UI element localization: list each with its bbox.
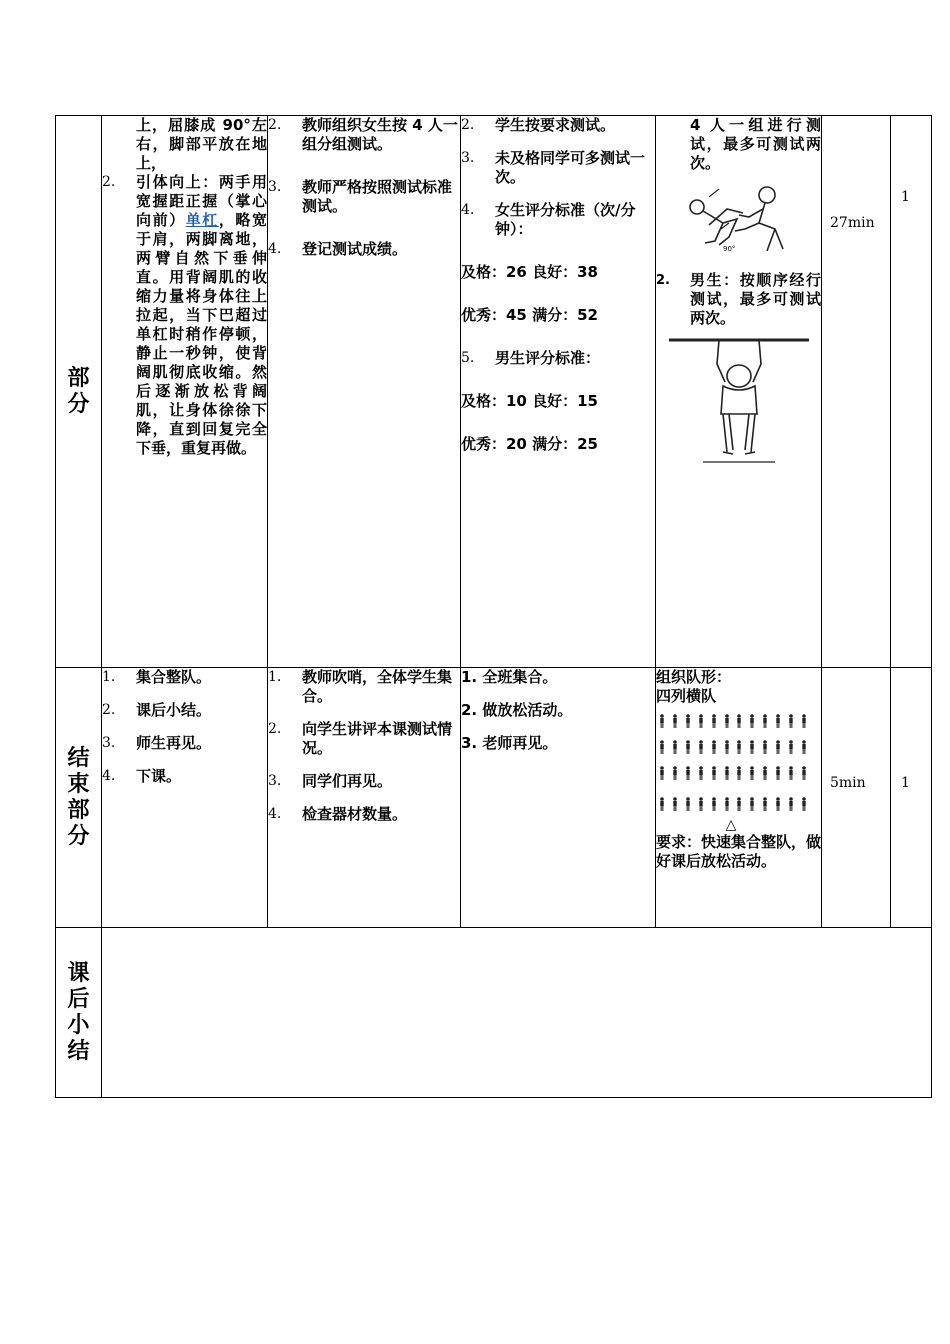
- item-number: 2.: [656, 273, 670, 288]
- student-step: [461, 149, 655, 187]
- item-text: 向学生讲评本课测试情况。: [302, 720, 453, 757]
- item-text: 女生评分标准（次/分钟）：: [495, 201, 636, 238]
- student-step: 3. 老师再见。: [461, 734, 558, 752]
- female-excellent-score: 优秀：45 满分：52: [461, 306, 598, 324]
- item-text: 检查器材数量。: [302, 805, 408, 823]
- item-number: 2.: [461, 117, 475, 133]
- student-figure-icon: [787, 765, 795, 784]
- student-figure-icon: [787, 739, 795, 758]
- end-label: [56, 668, 102, 928]
- part-row: [56, 116, 932, 668]
- student-figure-icon: [723, 739, 731, 758]
- student-figure-icon: [748, 739, 756, 758]
- student-figure-icon: [671, 765, 679, 784]
- student-figure-icon: [761, 796, 769, 815]
- student-figure-icon: [671, 713, 679, 732]
- teacher-step: [268, 772, 460, 791]
- student-figure-icon: [710, 765, 718, 784]
- item-text: 登记测试成绩。: [302, 240, 408, 258]
- item-number: 2.: [268, 721, 282, 737]
- student-step: [461, 201, 655, 239]
- part-content-cell: [102, 116, 268, 668]
- content-item: [102, 734, 267, 753]
- student-figure-icon: [800, 713, 808, 732]
- formation-row: [658, 765, 808, 784]
- item-text: 教师严格按照测试标准测试。: [302, 178, 453, 215]
- end-label-text: [56, 746, 101, 850]
- formation-row: [658, 713, 808, 732]
- student-figure-icon: [684, 739, 692, 758]
- item-text: 男生：按顺序经行测试，最多可测试两次。: [690, 271, 821, 327]
- end-count-cell: [891, 668, 932, 928]
- part-organization-cell: [656, 116, 822, 668]
- student-figure-icon: [697, 765, 705, 784]
- end-row: [56, 668, 932, 928]
- student-figure-icon: [735, 796, 743, 815]
- student-figure-icon: [697, 713, 705, 732]
- student-figure-icon: [658, 765, 666, 784]
- teacher-step: [268, 668, 460, 706]
- item-number: 2.: [268, 117, 282, 133]
- student-figure-icon: [761, 713, 769, 732]
- label-char: 小: [67, 1012, 90, 1038]
- student-figure-icon: [735, 713, 743, 732]
- student-figure-icon: [774, 796, 782, 815]
- student-figure-icon: [748, 765, 756, 784]
- label-char: 分: [67, 391, 90, 417]
- item-text: 男生评分标准：: [495, 349, 601, 367]
- teacher-step: [268, 178, 460, 216]
- student-step: 1. 全班集合。: [461, 668, 558, 686]
- summary-row: [56, 928, 932, 1098]
- label-char: 课: [67, 960, 90, 986]
- label-char: 分: [67, 823, 90, 849]
- item-number: 2.: [102, 702, 116, 718]
- item-text: 集合整队。: [136, 668, 212, 686]
- male-pass-score: 及格：10 良好：15: [461, 392, 598, 410]
- item-text: 下课。: [136, 767, 182, 785]
- pullup-illustration: [667, 334, 811, 466]
- item-number: 1.: [102, 669, 116, 685]
- teacher-step: [268, 240, 460, 259]
- horizontal-bar-link[interactable]: 单杠: [185, 211, 219, 229]
- summary-content-cell[interactable]: [102, 928, 932, 1098]
- student-figure-icon: [748, 796, 756, 815]
- student-figure-icon: [735, 739, 743, 758]
- student-figure-icon: [787, 796, 795, 815]
- end-time-cell: [822, 668, 891, 928]
- label-char: 结: [67, 1038, 90, 1064]
- end-teacher-cell: [268, 668, 461, 928]
- item-number: 3.: [268, 179, 282, 195]
- student-figure-icon: [723, 765, 731, 784]
- student-figure-icon: [671, 739, 679, 758]
- student-figure-icon: [774, 739, 782, 758]
- label-char: 部: [67, 797, 90, 823]
- student-figure-icon: [710, 713, 718, 732]
- student-figure-icon: [774, 765, 782, 784]
- teacher-position-mark: △: [725, 817, 737, 833]
- student-figure-icon: [697, 796, 705, 815]
- content-item: [102, 767, 267, 786]
- student-figure-icon: [697, 739, 705, 758]
- student-figure-icon: [761, 765, 769, 784]
- angle-label: 90°: [722, 245, 735, 253]
- student-figure-icon: [787, 713, 795, 732]
- item-text: 师生再见。: [136, 734, 212, 752]
- male-test-text: [656, 271, 821, 328]
- teacher-step: [268, 805, 460, 824]
- summary-label: [56, 928, 102, 1098]
- end-student-cell: [461, 668, 656, 928]
- item-text: 未及格同学可多测试一次。: [495, 149, 646, 186]
- part-count-cell: [891, 116, 932, 668]
- student-figure-icon: [761, 739, 769, 758]
- label-char: 束: [67, 771, 90, 797]
- formation-row: [658, 739, 808, 758]
- student-figure-icon: [658, 796, 666, 815]
- student-figure-icon: [684, 796, 692, 815]
- student-figure-icon: [684, 765, 692, 784]
- part-time-cell: [822, 116, 891, 668]
- label-char: 后: [67, 986, 90, 1012]
- item-number: 4.: [102, 768, 116, 784]
- situp-partner-illustration: [679, 179, 799, 257]
- label-char: 结: [67, 745, 90, 771]
- end-organization-cell: [656, 668, 822, 928]
- formation-title: 组织队形：: [656, 668, 732, 686]
- student-step: 2. 做放松活动。: [461, 701, 573, 719]
- count-value: 1: [901, 189, 910, 205]
- student-step: [461, 116, 655, 135]
- item-number: 3.: [102, 735, 116, 751]
- pullup-text-b: ，略宽于肩，两脚离地，两臂自然下垂伸直。用背阔肌的收缩力量将身体往上拉起，当下巴超过单杠时稍作停顿，静止一秒钟，使背阔肌彻底收缩。然后逐渐放松背阔肌，让身体徐徐下降，直到回复完全下垂，重复再做。: [136, 211, 267, 457]
- item-text: 教师组织女生按 4 人一组分组测试。: [302, 116, 458, 153]
- student-figure-icon: [735, 765, 743, 784]
- item-text: 课后小结。: [136, 701, 212, 719]
- pullup-text-a: 两手用宽握距正握（掌心向前）: [136, 173, 267, 229]
- lesson-plan-table: [55, 115, 932, 1098]
- student-figure-icon: [774, 713, 782, 732]
- student-figure-icon: [710, 739, 718, 758]
- count-value: 1: [901, 775, 910, 791]
- teacher-step: [268, 720, 460, 758]
- pullup-title: 引体向上：: [136, 173, 219, 191]
- student-figure-icon: [723, 713, 731, 732]
- item-text: 学生按要求测试。: [495, 116, 616, 134]
- student-figure-icon: [800, 739, 808, 758]
- teacher-step: [268, 116, 460, 154]
- label-char: 部: [67, 365, 90, 391]
- content-item: [102, 701, 267, 720]
- part-student-cell: [461, 116, 656, 668]
- part-label: [56, 116, 102, 668]
- item-number: 5.: [461, 350, 475, 366]
- content-item: [102, 668, 267, 687]
- item-number: 2.: [102, 174, 116, 190]
- item-text: 教师吹哨，全体学生集合。: [302, 668, 453, 705]
- student-figure-icon: [658, 713, 666, 732]
- student-figure-icon: [710, 796, 718, 815]
- content-item-pullup: [102, 173, 267, 458]
- part-teacher-cell: [268, 116, 461, 668]
- item-number: 4.: [461, 202, 475, 218]
- student-figure-icon: [684, 713, 692, 732]
- student-figure-icon: [748, 713, 756, 732]
- time-value: 5min: [830, 775, 866, 791]
- item-number: 1.: [268, 669, 282, 685]
- summary-label-text: [56, 961, 101, 1065]
- part-label-text: [56, 366, 101, 418]
- formation-grid: [656, 713, 821, 815]
- formation-row: [658, 796, 808, 815]
- student-figure-icon: [658, 739, 666, 758]
- content-intro: 上，屈膝成 90°左右，脚部平放在地上，: [136, 116, 267, 172]
- student-figure-icon: [723, 796, 731, 815]
- item-number: 4.: [268, 241, 282, 257]
- male-excellent-score: 优秀：20 满分：25: [461, 435, 598, 453]
- item-number: 4.: [268, 806, 282, 822]
- formation-requirement: 要求：快速集合整队，做好课后放松活动。: [656, 833, 822, 870]
- student-figure-icon: [800, 796, 808, 815]
- time-value: 27min: [830, 215, 875, 231]
- item-text: 同学们再见。: [302, 772, 393, 790]
- male-standard-heading: [461, 349, 655, 368]
- student-figure-icon: [671, 796, 679, 815]
- item-number: 3.: [268, 773, 282, 789]
- end-content-cell: [102, 668, 268, 928]
- formation-subtitle: 四列横队: [656, 687, 717, 705]
- female-pass-score: 及格：26 良好：38: [461, 263, 598, 281]
- group-test-text: 4 人一组进行测试，最多可测试两次。: [690, 116, 821, 172]
- item-number: 3.: [461, 150, 475, 166]
- student-figure-icon: [800, 765, 808, 784]
